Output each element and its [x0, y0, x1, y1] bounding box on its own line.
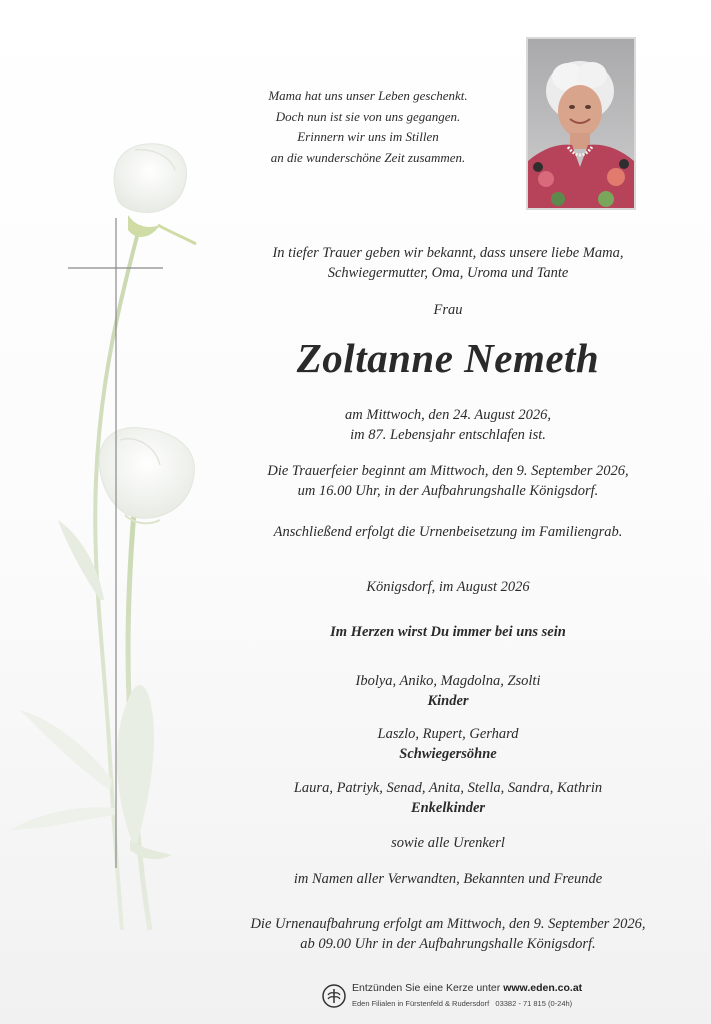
mourners-group-grandchildren: [222, 778, 674, 818]
phone-hours: (0-24h): [547, 999, 573, 1008]
deceased-name: Zoltanne Nemeth: [296, 335, 600, 381]
mourners-group-children: [222, 671, 674, 711]
upper-rose: [114, 144, 196, 244]
phone-number: 03382 - 71 815: [495, 999, 546, 1008]
place-date: Königsdorf, im August 2026: [366, 579, 530, 595]
death-line: am Mittwoch, den 24. August 2026,: [345, 407, 551, 423]
salutation: Frau: [433, 302, 463, 318]
poem-line: Mama hat uns unser Leben geschenkt.: [268, 88, 468, 103]
ceremony-line: Die Trauerfeier beginnt am Mittwoch, den 9. September 2026,: [267, 463, 629, 479]
announcement-text: [222, 243, 674, 283]
poem-line: Doch nun ist sie von uns gegangen.: [275, 108, 461, 124]
branches-text: Eden Filialen in Fürstenfeld & Rudersdorf: [352, 999, 490, 1008]
death-info: [222, 405, 674, 445]
poem: [228, 86, 508, 168]
ceremony-line: um 16.00 Uhr, in der Aufbahrungshalle Königsdorf.: [297, 483, 599, 499]
death-line: im 87. Lebensjahr entschlafen ist.: [350, 427, 546, 443]
eden-logo-icon: [322, 984, 346, 1008]
announcement-line: In tiefer Trauer geben wir bekannt, dass unsere liebe Mama,: [272, 245, 624, 261]
great-grandchildren: sowie alle Urenkerl: [391, 835, 505, 851]
branches-line: [352, 999, 572, 1008]
mourner-names: Laszlo, Rupert, Gerhard: [377, 726, 519, 742]
burial-info: Anschließend erfolgt die Urnenbeisetzung im Familiengrab.: [273, 524, 623, 540]
portrait-photo: [526, 37, 636, 210]
announcement-line: Schwiegermutter, Oma, Uroma und Tante: [327, 265, 569, 281]
eden-url-link[interactable]: www.eden.co.at: [503, 982, 583, 994]
poem-line: an die wunderschöne Zeit zusammen.: [270, 149, 466, 165]
mourner-names: Laura, Patriyk, Senad, Anita, Stella, Sandra, Kathrin: [293, 780, 603, 796]
candle-text: Entzünden Sie eine Kerze unter: [352, 982, 501, 994]
motto: Im Herzen wirst Du immer bei uns sein: [330, 624, 566, 640]
mourner-relation: Schwiegersöhne: [399, 746, 497, 762]
viewing-info: [222, 914, 674, 954]
mourner-names: Ibolya, Aniko, Magdolna, Zsolti: [355, 673, 541, 689]
poem-line: Erinnern wir uns im Stillen: [297, 129, 439, 144]
relatives-line: im Namen aller Verwandten, Bekannten und Freunde: [293, 871, 603, 887]
viewing-line: ab 09.00 Uhr in der Aufbahrungshalle Königsdorf.: [300, 936, 596, 952]
ceremony-info: [222, 461, 674, 501]
mourner-relation: Kinder: [427, 693, 469, 709]
roses-cross-decoration: [0, 0, 230, 1024]
mourner-relation: Enkelkinder: [410, 800, 486, 816]
viewing-line: Die Urnenaufbahrung erfolgt am Mittwoch, den 9. September 2026,: [250, 916, 646, 932]
mourners-group-sons-in-law: [222, 724, 674, 764]
candle-text-line: [352, 982, 582, 994]
lower-rose: [99, 428, 194, 524]
